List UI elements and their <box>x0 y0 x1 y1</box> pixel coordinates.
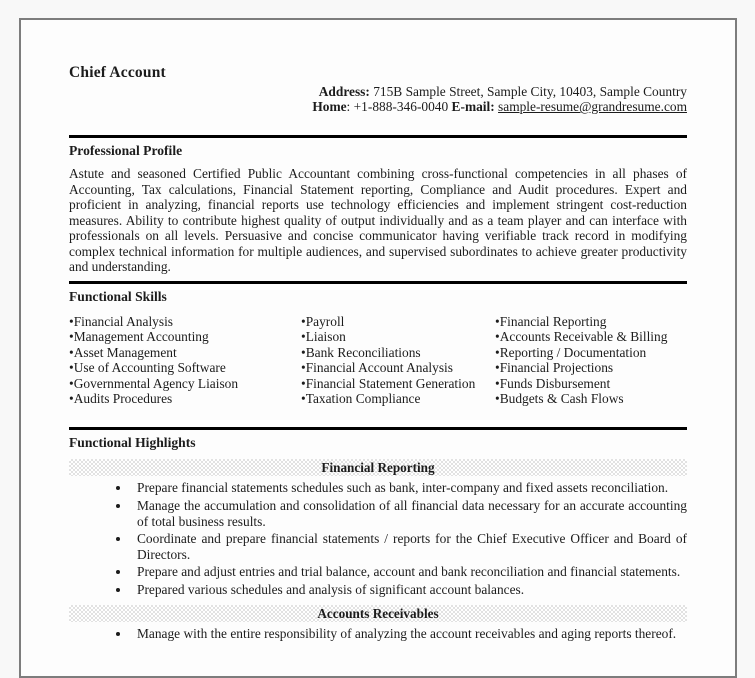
email-link[interactable]: sample-resume@grandresume.com <box>498 99 687 115</box>
section-divider <box>69 427 687 430</box>
skill-item: • Financial Analysis <box>69 314 301 329</box>
accounts-receivables-bullet-list <box>69 626 687 642</box>
skill-item: • Financial Account Analysis <box>301 360 495 375</box>
profile-paragraph: Astute and seasoned Certified Public Accountant combining cross-functional competencies in all phases of Accounting, Tax calculations, Financial Statement reporting, Compliance and Audit procedures. Expert and proficient in analyzing, financial reports use technology efficiencies and implement stringent cost-reduction measures. Ability to contribute highest quality of output individually and as a team player and can interface with professionals on all levels. Persuasive and concise communicator having verifiable track record in modifying complex technical information for multiple audiences, and supervised subordinates to achieve greater productivity and understanding. <box>69 166 687 275</box>
home-value: : +1-888-346-0040 <box>346 99 452 115</box>
highlight-group-heading-accounts-receivables: Accounts Receivables <box>69 605 687 622</box>
section-divider <box>69 135 687 138</box>
skill-item: • Management Accounting <box>69 329 301 344</box>
bullet-item: • Manage with the entire responsibility of analyzing the account receivables and aging reports thereof. <box>131 626 687 642</box>
profile-section-title: Professional Profile <box>69 143 183 159</box>
skills-section-title: Functional Skills <box>69 288 167 304</box>
skill-item: • Liaison <box>301 329 495 344</box>
skills-column-1 <box>69 314 301 406</box>
candidate-name: Chief Account <box>69 64 166 81</box>
skill-item: • Audits Procedures <box>69 391 301 406</box>
bullet-item: • Coordinate and prepare financial statements / reports for the Chief Executive Officer and Board of Directors. <box>131 531 687 562</box>
skill-item: • Taxation Compliance <box>301 391 495 406</box>
skill-item: • Asset Management <box>69 345 301 360</box>
skill-item: • Budgets & Cash Flows <box>495 391 687 406</box>
section-divider <box>69 281 687 284</box>
skill-item: • Accounts Receivable & Billing <box>495 329 687 344</box>
skill-item: • Reporting / Documentation <box>495 345 687 360</box>
contact-block <box>69 84 687 114</box>
skill-item: • Use of Accounting Software <box>69 360 301 375</box>
bullet-item: • Prepare financial statements schedules such as bank, inter-company and fixed assets reconciliation. <box>131 480 687 496</box>
bullet-item: • Manage the accumulation and consolidation of all financial data necessary for an accurate accounting of total business results. <box>131 498 687 529</box>
address-label: Address: <box>318 84 370 99</box>
highlight-group-heading-financial-reporting: Financial Reporting <box>69 459 687 476</box>
email-label: E-mail: <box>451 99 495 115</box>
skills-grid <box>69 314 687 406</box>
bullet-item: • Prepared various schedules and analysis of significant account balances. <box>131 582 687 598</box>
home-label: Home <box>312 99 347 115</box>
skills-column-3 <box>495 314 687 406</box>
resume-page <box>19 18 737 678</box>
skill-item: • Financial Reporting <box>495 314 687 329</box>
skill-item: • Payroll <box>301 314 495 329</box>
skill-item: • Bank Reconciliations <box>301 345 495 360</box>
skills-column-2 <box>301 314 495 406</box>
bullet-item: • Prepare and adjust entries and trial balance, account and bank reconciliation and financial statements. <box>131 564 687 580</box>
address-value: 715B Sample Street, Sample City, 10403, Sample Country <box>369 84 687 99</box>
contact-home-email-line <box>69 99 687 114</box>
skill-item: • Funds Disbursement <box>495 376 687 391</box>
skill-item: • Financial Statement Generation <box>301 376 495 391</box>
financial-reporting-bullet-list <box>69 480 687 597</box>
skill-item: • Governmental Agency Liaison <box>69 376 301 391</box>
contact-address-line <box>69 84 687 99</box>
highlights-section-title: Functional Highlights <box>69 435 196 451</box>
skill-item: • Financial Projections <box>495 360 687 375</box>
